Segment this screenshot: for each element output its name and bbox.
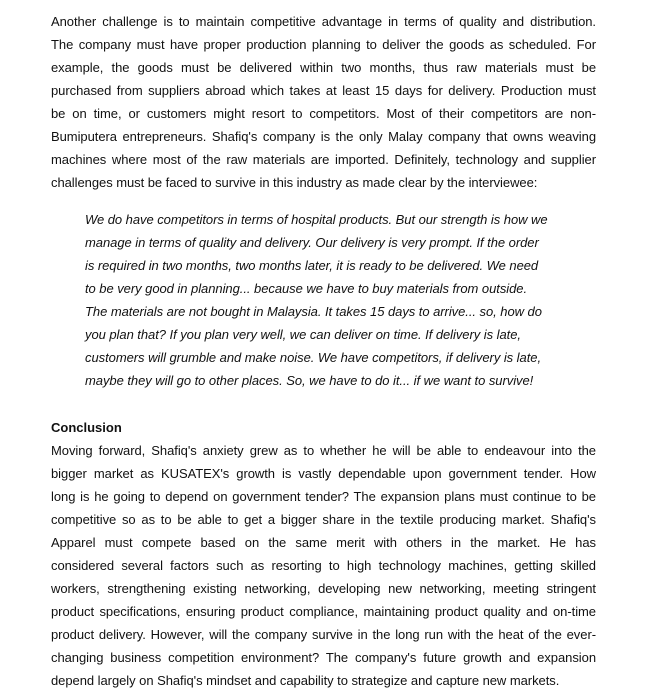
paragraph-line: considered several factors such as resorting to high technology machines, getting skilled [51, 558, 596, 573]
paragraph-line: Moving forward, Shafiq's anxiety grew as to whether he will be able to endeavour into the [51, 443, 596, 458]
quote-line: you plan that? If you plan very well, we can deliver on time. If delivery is late, [85, 327, 521, 342]
paragraph-line: machines where most of the raw materials are imported. Definitely, technology and supplier [51, 152, 596, 167]
paragraph-line: product specifications, ensuring product compliance, maintaining product quality and on-time [51, 604, 596, 619]
quote-line: customers will grumble and make noise. We have competitors, if delivery is late, [85, 350, 542, 365]
quote-line: The materials are not bought in Malaysia. It takes 15 days to arrive... so, how do [85, 304, 542, 319]
paragraph-line: workers, strengthening existing networking, developing new networking, meeting stringent [51, 581, 596, 596]
paragraph-line: competitive so as to be able to get a bigger share in the textile producing market. Shafiq's [51, 512, 596, 527]
quote-line: to be very good in planning... because we have to buy materials from outside. [85, 281, 528, 296]
interview-quote [85, 208, 566, 392]
paragraph-line: purchased from suppliers abroad which takes at least 15 days for delivery. Production must [51, 83, 596, 98]
paragraph-line: challenges must be faced to survive in this industry as made clear by the interviewee: [51, 175, 538, 190]
paragraph-line: Apparel must compete based on the same merit with others in the market. He has [51, 535, 596, 550]
paragraph-line: changing business competition environment? The company's future growth and expansion [51, 650, 596, 665]
document-page [51, 10, 596, 692]
quote-line: We do have competitors in terms of hospital products. But our strength is how we [85, 212, 548, 227]
paragraph-line: long is he going to depend on government tender? The expansion plans must continue to be [51, 489, 596, 504]
quote-line: manage in terms of quality and delivery. Our delivery is very prompt. If the order [85, 235, 539, 250]
paragraph-line: depend largely on Shafiq's mindset and capability to strategize and capture new markets. [51, 673, 560, 688]
paragraph-line: Another challenge is to maintain competitive advantage in terms of quality and distribution. [51, 14, 596, 29]
paragraph-line: bigger market as KUSATEX's growth is vastly dependable upon government tender. How [51, 466, 596, 481]
quote-line: is required in two months, two months later, it is ready to be delivered. We need [85, 258, 539, 273]
paragraph-line: be on time, or customers might resort to competitors. Most of their competitors are non- [51, 106, 596, 121]
quote-line: maybe they will go to other places. So, we have to do it... if we want to survive! [85, 373, 534, 388]
paragraph-challenges [51, 10, 596, 194]
paragraph-line: example, the goods must be delivered within two months, thus raw materials must be [51, 60, 596, 75]
paragraph-conclusion [51, 439, 596, 692]
paragraph-line: The company must have proper production planning to deliver the goods as scheduled. For [51, 37, 596, 52]
paragraph-line: Bumiputera entrepreneurs. Shafiq's company is the only Malay company that owns weaving [51, 129, 596, 144]
conclusion-heading: Conclusion [51, 420, 122, 435]
paragraph-line: product delivery. However, will the company survive in the long run with the heat of the ever- [51, 627, 596, 642]
